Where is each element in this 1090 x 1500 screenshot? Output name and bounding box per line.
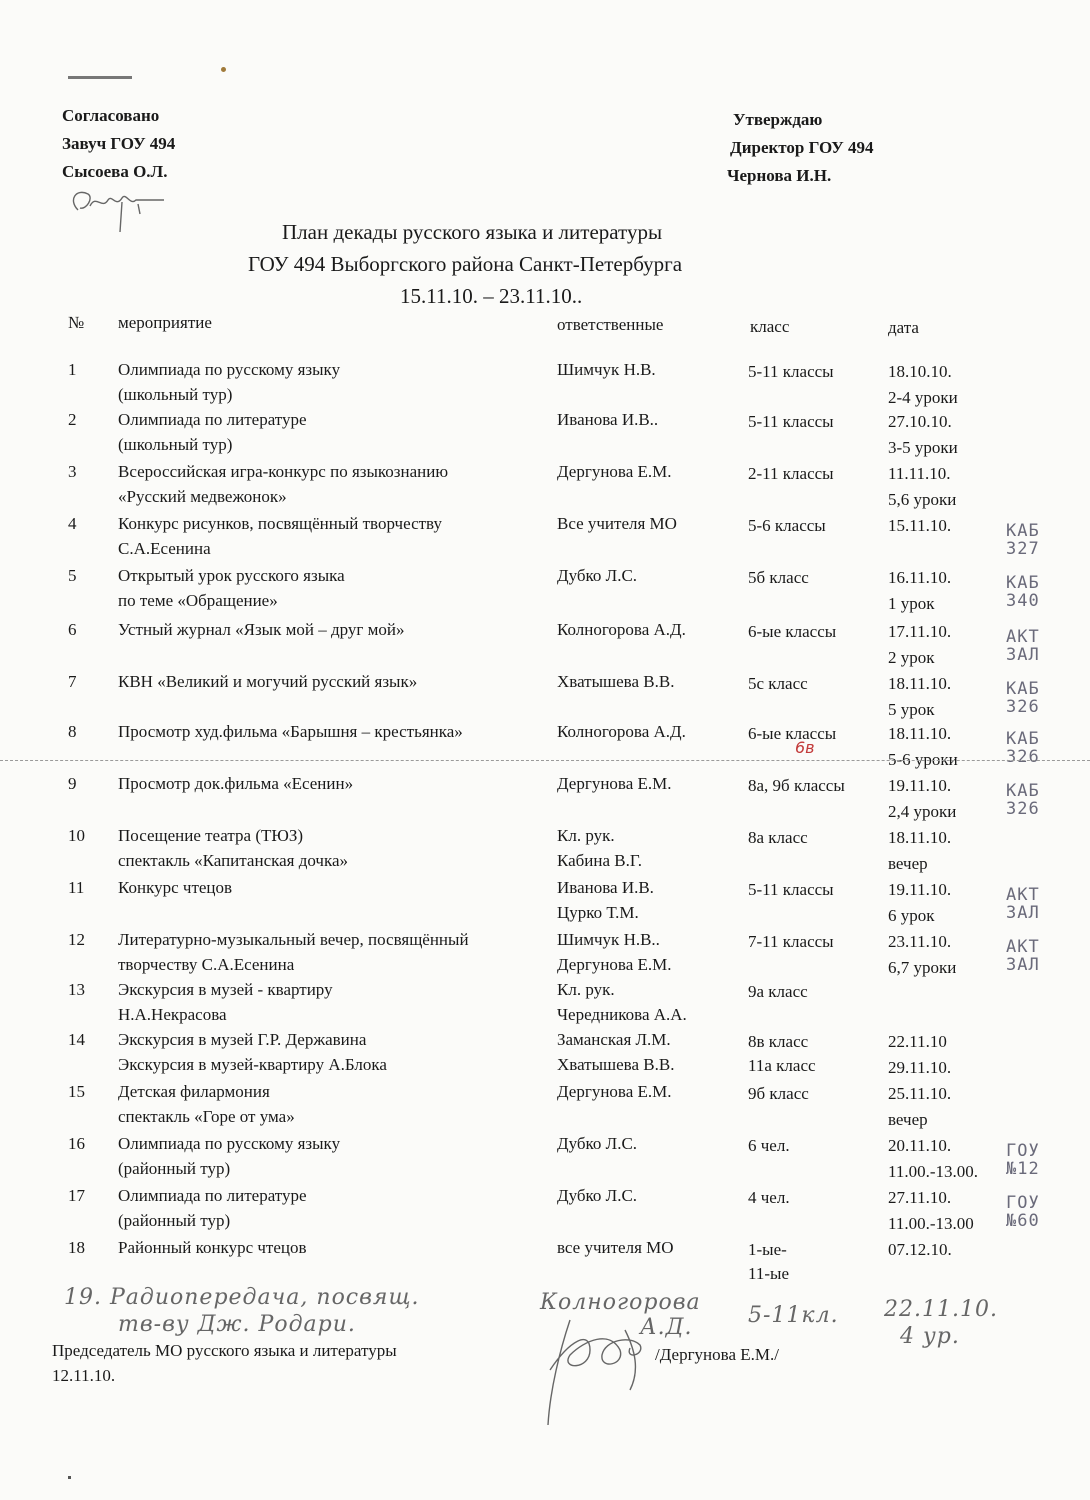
class-value-2: 11а класс [748, 1056, 816, 1075]
event-time: 5 урок [888, 700, 935, 719]
document-period: 15.11.10. – 23.11.10.. [400, 284, 583, 308]
approval-position: Завуч ГОУ 494 [62, 134, 176, 153]
row-number: 13 [68, 980, 85, 999]
row-number: 16 [68, 1134, 85, 1153]
footer-chair: Председатель МО русского языка и литературы [52, 1341, 397, 1360]
room-note: АКТ ЗАЛ [1006, 627, 1040, 665]
event-date: 19.11.10. [888, 880, 952, 899]
event-detail: (районный тур) [118, 1159, 231, 1178]
responsible-person: Дубко Л.С. [557, 1134, 638, 1153]
responsible-person-2: Дергунова Е.М. [557, 955, 672, 974]
document-title: План декады русского языка и литературы [282, 220, 663, 244]
event-date: 25.11.10. [888, 1084, 952, 1103]
event-name: Конкурс рисунков, посвящённый творчеству [118, 514, 442, 533]
approve-label: Утверждаю [733, 110, 823, 129]
event-name: Конкурс чтецов [118, 878, 233, 897]
event-name: Литературно-музыкальный вечер, посвящённый [118, 930, 469, 949]
event-name: Всероссийская игра-конкурс по языкознанию [118, 462, 449, 481]
row-number: 15 [68, 1082, 85, 1101]
handwritten-correction: 6в [795, 738, 815, 757]
responsible-person: Все учителя МО [557, 514, 677, 533]
scan-mark [68, 76, 132, 79]
approval-label: Согласовано [62, 106, 160, 125]
chair-signature [530, 1310, 670, 1430]
event-date: 23.11.10. [888, 932, 952, 951]
row-number: 5 [68, 566, 77, 585]
scan-mark [68, 1476, 71, 1479]
event-name: Просмотр док.фильма «Есенин» [118, 774, 354, 793]
room-note: АКТ ЗАЛ [1006, 885, 1040, 923]
responsible-person-2: Хватышева В.В. [557, 1055, 675, 1074]
event-date: 15.11.10. [888, 516, 952, 535]
class-value: 8в класс [748, 1032, 809, 1051]
footer-date: 12.11.10. [52, 1366, 116, 1385]
event-date: 27.10.10. [888, 412, 952, 431]
event-name: Устный журнал «Язык мой – друг мой» [118, 620, 405, 639]
responsible-person: Дергунова Е.М. [557, 462, 672, 481]
responsible-person: Шимчук Н.В. [557, 360, 656, 379]
class-value: 5-11 классы [748, 880, 834, 899]
class-value: 8а, 9б классы [748, 776, 845, 795]
room-note: КАБ 326 [1006, 729, 1040, 767]
row-number: 7 [68, 672, 77, 691]
approve-name: Чернова И.Н. [727, 166, 832, 185]
responsible-person: Дергунова Е.М. [557, 774, 672, 793]
event-date: 18.11.10. [888, 674, 952, 693]
approval-name: Сысоева О.Л. [62, 162, 168, 181]
handwritten-row19-class: 5-11кл. [748, 1303, 839, 1328]
col-header-class: класс [750, 317, 790, 336]
event-detail: спектакль «Горе от ума» [118, 1107, 295, 1126]
class-value: 5с класс [748, 674, 808, 693]
scan-mark [221, 67, 226, 72]
approve-position: Директор ГОУ 494 [730, 138, 874, 157]
responsible-person: Дубко Л.С. [557, 1186, 638, 1205]
row-number: 1 [68, 360, 77, 379]
event-time: 3-5 уроки [888, 438, 958, 457]
class-value: 5-11 классы [748, 362, 834, 381]
event-name: Олимпиада по русскому языку [118, 360, 341, 379]
class-value: 7-11 классы [748, 932, 834, 951]
event-date: 27.11.10. [888, 1188, 952, 1207]
event-detail: спектакль «Капитанская дочка» [118, 851, 349, 870]
room-note: КАБ 326 [1006, 679, 1040, 717]
event-name: Олимпиада по литературе [118, 1186, 307, 1205]
event-detail: (школьный тур) [118, 435, 233, 454]
class-value: 8а класс [748, 828, 808, 847]
row-number: 9 [68, 774, 77, 793]
handwritten-row19-event-2: тв-ву Дж. Родари. [118, 1312, 356, 1337]
event-name: Районный конкурс чтецов [118, 1238, 307, 1257]
row-number: 18 [68, 1238, 85, 1257]
event-date: 22.11.10 [888, 1032, 947, 1051]
room-note: КАБ 326 [1006, 781, 1040, 819]
room-note: ГОУ №60 [1006, 1193, 1040, 1231]
event-name: КВН «Великий и могучий русский язык» [118, 672, 418, 691]
event-time: 2 урок [888, 648, 935, 667]
event-date: 18.11.10. [888, 828, 952, 847]
event-date: 19.11.10. [888, 776, 952, 795]
class-value: 6 чел. [748, 1136, 790, 1155]
event-name: Просмотр худ.фильма «Барышня – крестьянка» [118, 722, 463, 741]
event-time: 2,4 уроки [888, 802, 957, 821]
event-time: 5-6 уроки [888, 750, 958, 769]
event-detail: по теме «Обращение» [118, 591, 278, 610]
row-number: 4 [68, 514, 77, 533]
responsible-person: Иванова И.В.. [557, 410, 659, 429]
event-time: вечер [888, 854, 928, 873]
event-time: 11.00.-13.00. [888, 1162, 979, 1181]
class-value: 6-ые классы [748, 622, 837, 641]
event-detail: Экскурсия в музей-квартиру А.Блока [118, 1055, 387, 1074]
row-number: 8 [68, 722, 77, 741]
class-value: 9б класс [748, 1084, 809, 1103]
fold-line [0, 760, 1090, 761]
class-value: 1-ые- [748, 1240, 787, 1259]
event-detail: С.А.Есенина [118, 539, 211, 558]
handwritten-row19-responsible: Колногорова [540, 1290, 701, 1315]
responsible-person-2: Кабина В.Г. [557, 851, 643, 870]
event-time: 5,6 уроки [888, 490, 957, 509]
event-date: 18.10.10. [888, 362, 952, 381]
responsible-person: Хватышева В.В. [557, 672, 675, 691]
row-number: 2 [68, 410, 77, 429]
signature [66, 180, 176, 235]
event-time: 1 урок [888, 594, 935, 613]
event-name: Экскурсия в музей - квартиру [118, 980, 333, 999]
event-detail: творчеству С.А.Есенина [118, 955, 295, 974]
col-header-date: дата [888, 318, 919, 337]
responsible-person-2: Чередникова А.А. [557, 1005, 687, 1024]
responsible-person: Шимчук Н.В.. [557, 930, 660, 949]
event-detail: (районный тур) [118, 1211, 231, 1230]
class-value: 5-6 классы [748, 516, 826, 535]
room-note: КАБ 327 [1006, 521, 1040, 559]
row-number: 11 [68, 878, 85, 897]
class-value: 2-11 классы [748, 464, 834, 483]
room-note: ГОУ №12 [1006, 1141, 1040, 1179]
row-number: 6 [68, 620, 77, 639]
event-name: Детская филармония [118, 1082, 270, 1101]
row-number: 17 [68, 1186, 85, 1205]
event-detail: Н.А.Некрасова [118, 1005, 227, 1024]
col-header-event: мероприятие [118, 313, 212, 332]
event-date: 16.11.10. [888, 568, 952, 587]
class-value-2: 11-ые [748, 1264, 789, 1283]
room-note: АКТ ЗАЛ [1006, 937, 1040, 975]
row-number: 12 [68, 930, 85, 949]
room-note: КАБ 340 [1006, 573, 1040, 611]
responsible-person: Дергунова Е.М. [557, 1082, 672, 1101]
handwritten-row19-event: 19. Радиопередача, посвящ. [64, 1285, 420, 1310]
row-number: 3 [68, 462, 77, 481]
class-value: 6-ые классы [748, 724, 837, 743]
event-name: Экскурсия в музей Г.Р. Державина [118, 1030, 367, 1049]
responsible-person: Кл. рук. [557, 980, 615, 999]
event-time: 2-4 уроки [888, 388, 958, 407]
responsible-person-2: Цурко Т.М. [557, 903, 639, 922]
event-name: Олимпиада по литературе [118, 410, 307, 429]
event-detail: «Русский медвежонок» [118, 487, 287, 506]
class-value: 9а класс [748, 982, 808, 1001]
handwritten-row19-date: 22.11.10. [884, 1297, 998, 1322]
event-date: 20.11.10. [888, 1136, 952, 1155]
row-number: 10 [68, 826, 85, 845]
responsible-person: Колногорова А.Д. [557, 722, 686, 741]
event-time: 6,7 уроки [888, 958, 957, 977]
handwritten-row19-date-2: 4 ур. [900, 1324, 960, 1349]
event-name: Олимпиада по русскому языку [118, 1134, 341, 1153]
col-header-num: № [68, 313, 85, 332]
row-number: 14 [68, 1030, 85, 1049]
event-date: 11.11.10. [888, 464, 951, 483]
responsible-person: все учителя МО [557, 1238, 674, 1257]
event-detail: (школьный тур) [118, 385, 233, 404]
event-time: 29.11.10. [888, 1058, 952, 1077]
class-value: 5б класс [748, 568, 809, 587]
col-header-responsible: ответственные [557, 315, 664, 334]
event-date: 17.11.10. [888, 622, 952, 641]
responsible-person: Колногорова А.Д. [557, 620, 686, 639]
responsible-person: Кл. рук. [557, 826, 615, 845]
footer-name: /Дергунова Е.М./ [655, 1345, 779, 1364]
event-date: 07.12.10. [888, 1240, 952, 1259]
responsible-person: Дубко Л.С. [557, 566, 638, 585]
responsible-person: Заманская Л.М. [557, 1030, 671, 1049]
event-time: 6 урок [888, 906, 935, 925]
event-name: Посещение театра (ТЮЗ) [118, 826, 304, 845]
class-value: 5-11 классы [748, 412, 834, 431]
responsible-person: Иванова И.В. [557, 878, 654, 897]
event-time: вечер [888, 1110, 928, 1129]
class-value: 4 чел. [748, 1188, 790, 1207]
event-date: 18.11.10. [888, 724, 952, 743]
event-name: Открытый урок русского языка [118, 566, 345, 585]
handwritten-row19-responsible-2: А.Д. [640, 1315, 693, 1340]
document-subtitle: ГОУ 494 Выборгского района Санкт-Петербурга [248, 252, 683, 276]
event-time: 11.00.-13.00 [888, 1214, 974, 1233]
